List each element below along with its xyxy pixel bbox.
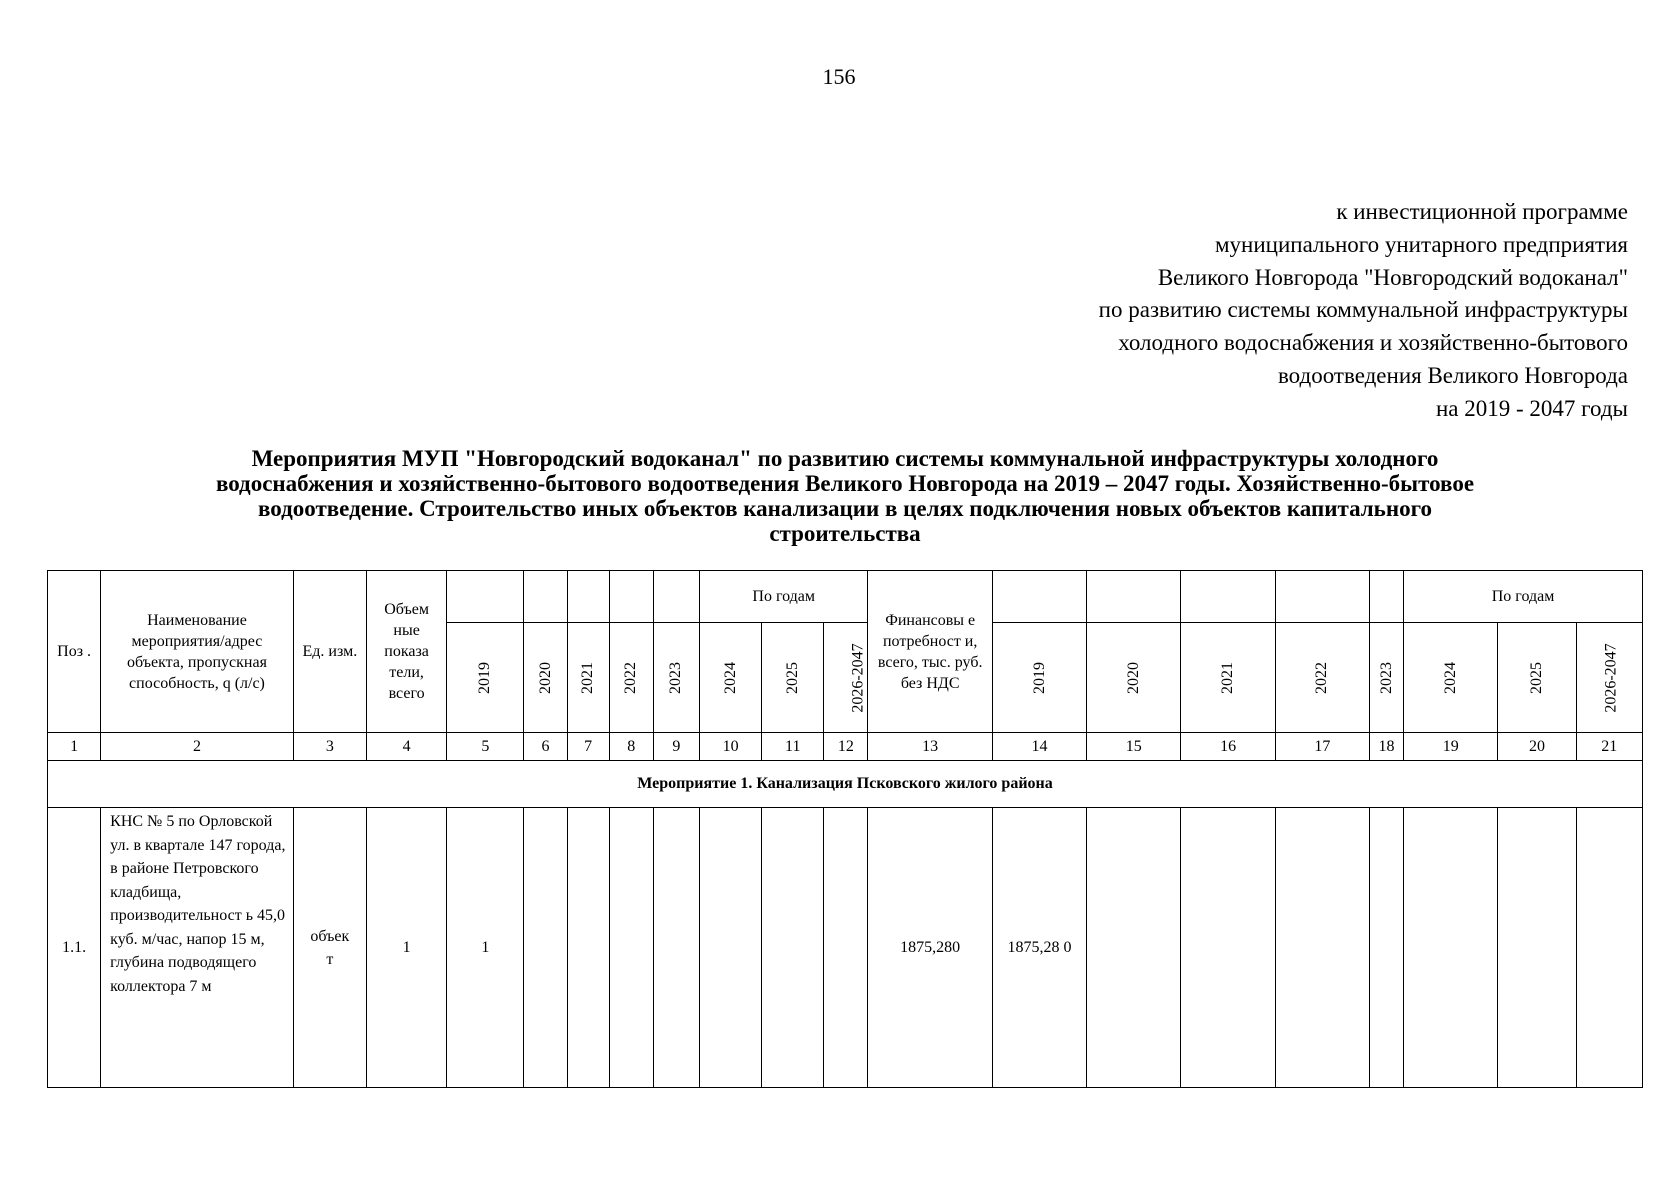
year-header-finance [1498, 623, 1576, 733]
year-label: 2019 [1030, 661, 1048, 694]
document-title [60, 446, 1630, 546]
column-number: 9 [653, 733, 699, 761]
empty-cell [1498, 808, 1576, 1088]
year-header-finance [1181, 623, 1275, 733]
year-header-volume [609, 623, 653, 733]
year-label: 2022 [1313, 661, 1331, 694]
row-pos: 1.1. [48, 808, 101, 1088]
year-label: 2026-2047 [850, 642, 868, 713]
addressee-line: на 2019 - 2047 годы [1435, 395, 1628, 421]
row-finance-2019: 1875,28 0 [992, 808, 1086, 1088]
header-pos: Поз . [48, 571, 101, 733]
section-title: Мероприятие 1. Канализация Псковского жилого района [48, 761, 1643, 808]
addressee-line: Великого Новгорода "Новгородский водоканал" [1157, 264, 1628, 290]
column-number: 8 [609, 733, 653, 761]
column-number: 11 [762, 733, 824, 761]
title-line: водоснабжения и хозяйственно-бытового водоотведения Великого Новгорода на 2019 – 2047 годы. Хозяйственно-бытовое [215, 471, 1475, 496]
empty-cell [1275, 808, 1369, 1088]
empty-cell [699, 808, 761, 1088]
year-header-finance [1275, 623, 1369, 733]
year-header-volume [447, 623, 524, 733]
addressee-block [828, 196, 1628, 426]
year-header-volume [699, 623, 761, 733]
year-label: 2021 [1219, 661, 1237, 694]
header-spacer [524, 571, 567, 623]
empty-cell [1369, 808, 1403, 1088]
year-label: 2024 [721, 661, 739, 694]
header-spacer [609, 571, 653, 623]
title-line: водоотведение. Строительство иных объектов канализации в целях подключения новых объектов капитального [258, 496, 1432, 521]
year-label: 2022 [622, 661, 640, 694]
year-label: 2019 [476, 661, 494, 694]
addressee-line: по развитию системы коммунальной инфраструктуры [1098, 297, 1628, 323]
empty-cell [609, 808, 653, 1088]
title-line: строительства [769, 521, 921, 546]
year-header-finance [1087, 623, 1181, 733]
empty-cell [1181, 808, 1275, 1088]
row-name: КНС № 5 по Орловской ул. в квартале 147 города, в районе Петровского кладбища, производительност ь 45,0 куб. м/час, напор 15 м, глубина подводящего коллектора 7 м [101, 808, 294, 1088]
addressee-line: водоотведения Великого Новгорода [1277, 362, 1628, 388]
empty-cell [762, 808, 824, 1088]
year-header-volume [762, 623, 824, 733]
header-spacer [992, 571, 1086, 623]
year-label: 2021 [579, 661, 597, 694]
year-label: 2023 [1377, 661, 1395, 694]
year-label: 2023 [667, 661, 685, 694]
year-label: 2026-2047 [1602, 642, 1620, 713]
header-finance: Финансовы е потребност и, всего, тыс. руб. без НДС [868, 571, 992, 733]
column-number: 7 [567, 733, 609, 761]
column-number: 20 [1498, 733, 1576, 761]
header-by-years-finance: По годам [1404, 571, 1643, 623]
column-number: 6 [524, 733, 567, 761]
year-label: 2025 [783, 661, 801, 694]
column-number-row [48, 733, 1643, 761]
year-header-volume [567, 623, 609, 733]
column-number: 3 [293, 733, 366, 761]
empty-cell [1087, 808, 1181, 1088]
row-volume-2019: 1 [447, 808, 524, 1088]
header-by-years-volume: По годам [699, 571, 868, 623]
column-number: 13 [868, 733, 992, 761]
year-header-volume [653, 623, 699, 733]
empty-cell [824, 808, 868, 1088]
page-number: 156 [822, 64, 856, 89]
investment-table [47, 570, 1643, 1088]
header-spacer [567, 571, 609, 623]
year-label: 2020 [1124, 661, 1142, 694]
header-name: Наименование мероприятия/адрес объекта, пропускная способность, q (л/с) [101, 571, 294, 733]
header-spacer [1087, 571, 1181, 623]
addressee-line: муниципального унитарного предприятия [1214, 231, 1628, 257]
year-label: 2025 [1527, 661, 1545, 694]
title-line: Мероприятия МУП "Новгородский водоканал" по развитию системы коммунальной инфраструктуры холодного [251, 446, 1439, 471]
column-number: 17 [1275, 733, 1369, 761]
empty-cell [567, 808, 609, 1088]
column-number: 2 [101, 733, 294, 761]
header-spacer [1181, 571, 1275, 623]
header-spacer [653, 571, 699, 623]
column-number: 1 [48, 733, 101, 761]
column-number: 14 [992, 733, 1086, 761]
empty-cell [653, 808, 699, 1088]
column-number: 18 [1369, 733, 1403, 761]
table-row [48, 808, 1643, 1088]
row-finance-total: 1875,280 [868, 808, 992, 1088]
column-number: 12 [824, 733, 868, 761]
row-unit: объек т [293, 808, 366, 1088]
header-volume: Объем ные показа тели, всего [366, 571, 446, 733]
column-number: 4 [366, 733, 446, 761]
year-header-finance [992, 623, 1086, 733]
header-spacer [1275, 571, 1369, 623]
column-number: 10 [699, 733, 761, 761]
year-label: 2020 [536, 661, 554, 694]
column-number: 16 [1181, 733, 1275, 761]
addressee-line: к инвестиционной программе [1336, 199, 1628, 224]
header-unit: Ед. изм. [293, 571, 366, 733]
empty-cell [1576, 808, 1642, 1088]
year-header-finance [1404, 623, 1498, 733]
column-number: 15 [1087, 733, 1181, 761]
year-label: 2024 [1441, 661, 1459, 694]
year-header-finance [1369, 623, 1403, 733]
header-spacer [447, 571, 524, 623]
year-header-finance [1576, 623, 1642, 733]
addressee-line: холодного водоснабжения и хозяйственно-бытового [1118, 330, 1628, 356]
empty-cell [1404, 808, 1498, 1088]
column-number: 19 [1404, 733, 1498, 761]
column-number: 21 [1576, 733, 1642, 761]
section-row [48, 761, 1643, 808]
header-spacer [1369, 571, 1403, 623]
empty-cell [524, 808, 567, 1088]
year-header-volume [524, 623, 567, 733]
year-header-volume [824, 623, 868, 733]
row-volume: 1 [366, 808, 446, 1088]
column-number: 5 [447, 733, 524, 761]
